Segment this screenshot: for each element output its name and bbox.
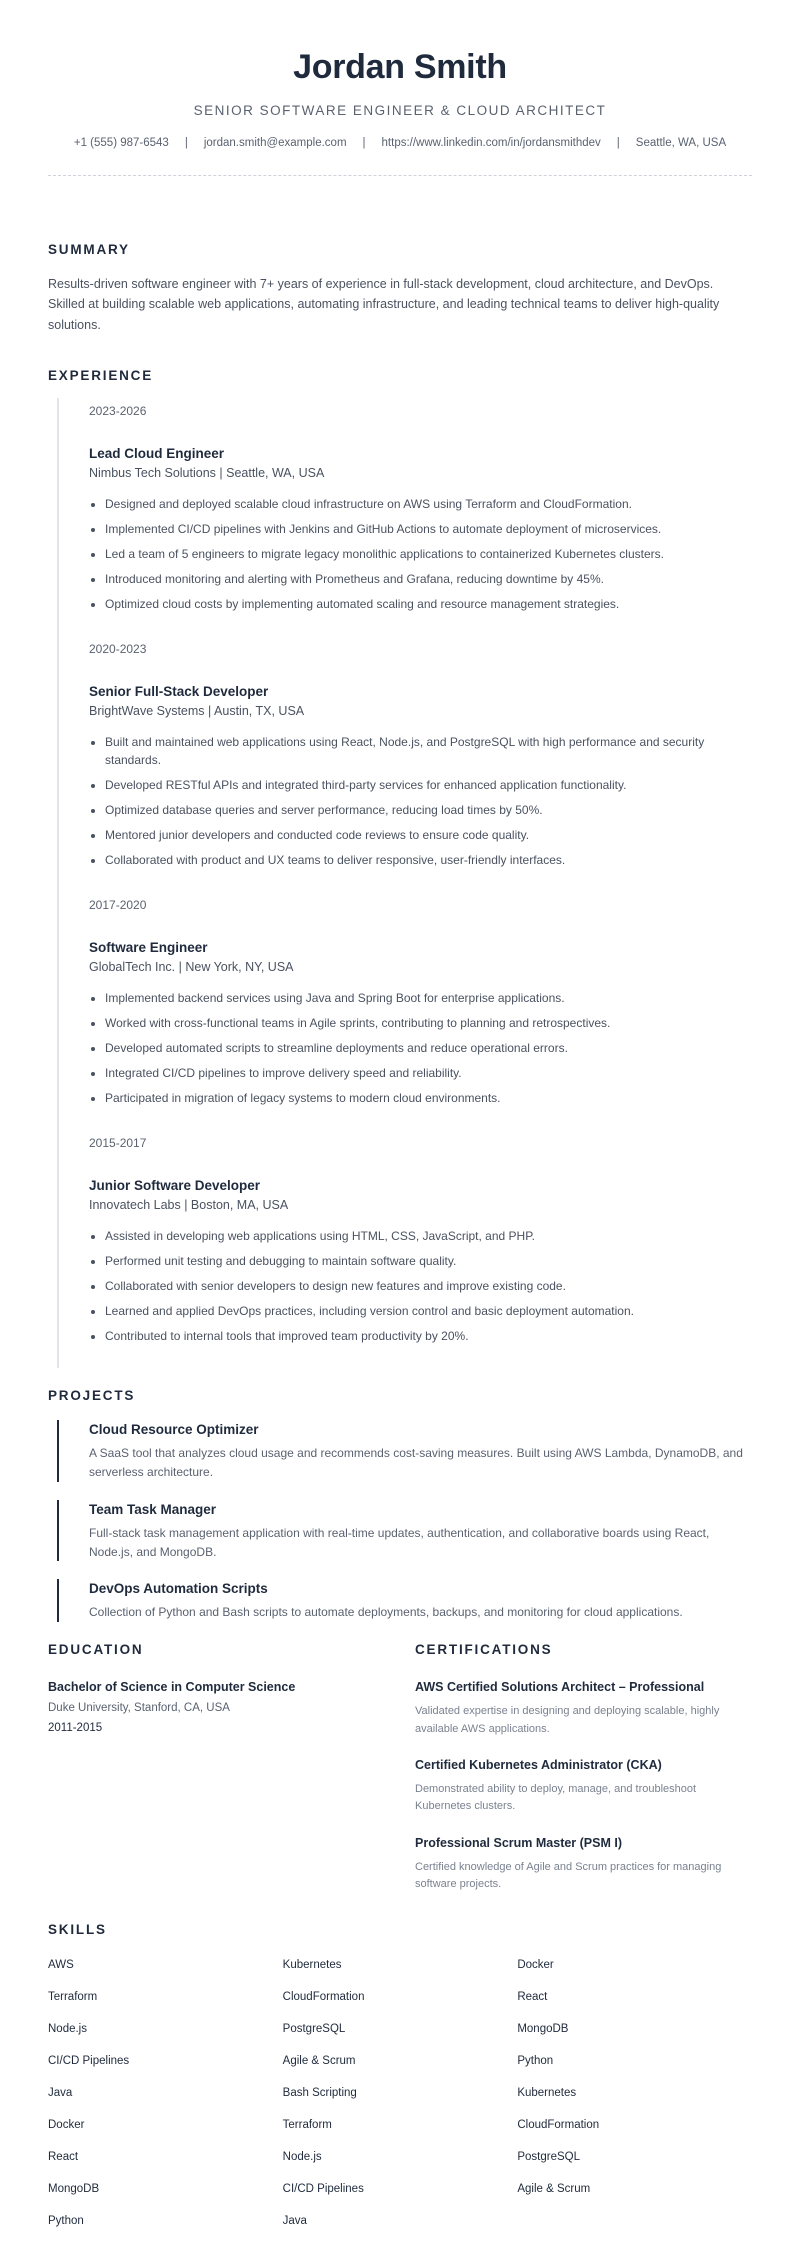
skills-section	[48, 1920, 752, 2230]
contact-separator: |	[362, 137, 366, 150]
job-bullet: • Optimized cloud costs by implementing automated scaling and resource management strategies.	[105, 595, 752, 613]
certification-name: Certified Kubernetes Administrator (CKA)	[415, 1758, 662, 1773]
job-entry	[57, 1130, 752, 1368]
job-bullets	[89, 989, 752, 1107]
project-description: A SaaS tool that analyzes cloud usage and recommends cost-saving measures. Built using AWS Lambda, DynamoDB, and serverless architecture.	[89, 1446, 743, 1480]
job-company: Innovatech Labs | Boston, MA, USA	[89, 1198, 289, 1213]
skill-item: CI/CD Pipelines	[282, 2183, 364, 2196]
candidate-title: SENIOR SOFTWARE ENGINEER & CLOUD ARCHITECT	[193, 103, 607, 119]
job-entry	[57, 636, 752, 892]
skill-item: Bash Scripting	[282, 2087, 357, 2100]
job-bullet: • Participated in migration of legacy systems to modern cloud environments.	[105, 1089, 752, 1107]
project-name: Cloud Resource Optimizer	[89, 1422, 259, 1438]
project-entry	[57, 1500, 752, 1561]
project-entry	[57, 1579, 752, 1622]
resume-header	[48, 48, 752, 176]
job-bullet: • Assisted in developing web applications using HTML, CSS, JavaScript, and PHP.	[105, 1227, 752, 1245]
skills-grid	[48, 1956, 752, 2230]
job-bullet: • Implemented CI/CD pipelines with Jenkins and GitHub Actions to automate deployment of microservices.	[105, 520, 752, 538]
skill-item: Java	[282, 2215, 307, 2228]
job-role: Senior Full-Stack Developer	[89, 683, 269, 699]
contact-linkedin[interactable]: https://www.linkedin.com/in/jordansmithdev	[381, 137, 601, 150]
skill-item: Agile & Scrum	[517, 2183, 591, 2196]
certification-description: Certified knowledge of Agile and Scrum practices for managing software projects.	[415, 1860, 722, 1891]
project-description: Full-stack task management application with real-time updates, authentication, and collaborative boards using React, Node.js, and MongoDB.	[89, 1525, 710, 1559]
job-dates: 2020-2023	[89, 641, 147, 656]
job-bullet: • Collaborated with product and UX teams to deliver responsive, user-friendly interfaces.	[105, 851, 752, 869]
contact-line	[48, 135, 752, 152]
certification-name: AWS Certified Solutions Architect – Professional	[415, 1680, 705, 1695]
job-company: Nimbus Tech Solutions | Seattle, WA, USA	[89, 466, 325, 481]
skill-item: Terraform	[48, 1991, 98, 2004]
summary-section	[48, 240, 752, 336]
experience-section	[48, 366, 752, 1368]
skill-item: CloudFormation	[282, 1991, 365, 2004]
education-certifications-row	[48, 1640, 752, 1894]
project-description: Collection of Python and Bash scripts to automate deployments, backups, and monitoring for cloud applications.	[89, 1605, 683, 1620]
skill-item: React	[48, 2151, 79, 2164]
header-divider	[48, 175, 752, 176]
contact-separator: |	[616, 137, 620, 150]
skill-item: PostgreSQL	[517, 2151, 580, 2164]
skill-item: CI/CD Pipelines	[48, 2055, 130, 2068]
education-school: Duke University, Stanford, CA, USA	[48, 1701, 230, 1714]
project-entry	[57, 1420, 752, 1481]
skill-item: AWS	[48, 1959, 74, 1972]
education-section	[48, 1640, 385, 1894]
job-dates: 2023-2026	[89, 403, 147, 418]
job-bullet: • Contributed to internal tools that improved team productivity by 20%.	[105, 1327, 752, 1345]
job-bullet: • Implemented backend services using Java and Spring Boot for enterprise applications.	[105, 989, 752, 1007]
contact-location: Seattle, WA, USA	[635, 137, 727, 150]
job-bullet: • Performed unit testing and debugging to maintain software quality.	[105, 1252, 752, 1270]
skills-heading: SKILLS	[48, 1922, 107, 1937]
skill-item: PostgreSQL	[282, 2023, 346, 2036]
skill-item: MongoDB	[48, 2183, 100, 2196]
job-bullet: • Integrated CI/CD pipelines to improve delivery speed and reliability.	[105, 1064, 752, 1082]
job-bullets	[89, 733, 752, 869]
job-bullet: • Worked with cross-functional teams in Agile sprints, contributing to planning and retrospectives.	[105, 1014, 752, 1032]
certifications-heading: CERTIFICATIONS	[415, 1641, 553, 1657]
skill-item: Kubernetes	[517, 2087, 577, 2100]
certification-entry	[415, 1834, 752, 1894]
job-bullet: • Optimized database queries and server performance, reducing load times by 50%.	[105, 801, 752, 819]
skill-item: Python	[517, 2055, 554, 2068]
experience-timeline	[48, 398, 752, 1368]
certification-entry	[415, 1678, 752, 1738]
experience-heading: EXPERIENCE	[48, 367, 154, 383]
skill-item: Docker	[48, 2119, 85, 2132]
education-heading: EDUCATION	[48, 1641, 144, 1657]
job-company: BrightWave Systems | Austin, TX, USA	[89, 704, 305, 719]
job-bullet: • Developed RESTful APIs and integrated third-party services for enhanced application functionality.	[105, 776, 752, 794]
job-bullets	[89, 495, 752, 613]
projects-section	[48, 1386, 752, 1622]
project-list	[48, 1420, 752, 1622]
job-entry	[57, 398, 752, 636]
contact-email[interactable]: jordan.smith@example.com	[203, 137, 347, 150]
skill-item: React	[517, 1991, 548, 2004]
job-bullet: • Mentored junior developers and conducted code reviews to ensure code quality.	[105, 826, 752, 844]
project-name: Team Task Manager	[89, 1501, 217, 1517]
job-bullet: • Developed automated scripts to streamline deployments and reduce operational errors.	[105, 1039, 752, 1057]
job-company: GlobalTech Inc. | New York, NY, USA	[89, 960, 294, 975]
certification-description: Validated expertise in designing and deploying scalable, highly available AWS applications.	[415, 1704, 720, 1735]
skill-item: Kubernetes	[282, 1959, 342, 1972]
job-role: Lead Cloud Engineer	[89, 445, 225, 461]
skill-item: CloudFormation	[517, 2119, 600, 2132]
job-dates: 2017-2020	[89, 897, 147, 912]
certification-name: Professional Scrum Master (PSM I)	[415, 1836, 623, 1851]
job-bullet: • Introduced monitoring and alerting with Prometheus and Grafana, reducing downtime by 45%.	[105, 570, 752, 588]
summary-text: Results-driven software engineer with 7+ years of experience in full-stack development, cloud architecture, and DevOps. Skilled at building scalable web applications, automating infrastructure, and leading technical teams to deliver high-quality solutions.	[48, 276, 720, 333]
job-bullet: • Collaborated with senior developers to design new features and improve existing code.	[105, 1277, 752, 1295]
contact-separator: |	[184, 137, 188, 150]
project-name: DevOps Automation Scripts	[89, 1581, 268, 1597]
skill-item: MongoDB	[517, 2023, 569, 2036]
job-bullet: • Designed and deployed scalable cloud infrastructure on AWS using Terraform and CloudFormation.	[105, 495, 752, 513]
candidate-name: Jordan Smith	[293, 48, 507, 86]
contact-phone[interactable]: +1 (555) 987-6543	[73, 137, 169, 150]
skill-item: Docker	[517, 1959, 554, 1972]
skill-item: Node.js	[48, 2023, 87, 2036]
certifications-section	[415, 1640, 752, 1894]
skill-item: Agile & Scrum	[282, 2055, 356, 2068]
skill-item: Node.js	[282, 2151, 322, 2164]
certification-entry	[415, 1756, 752, 1816]
job-role: Software Engineer	[89, 939, 208, 955]
job-role: Junior Software Developer	[89, 1177, 261, 1193]
education-degree: Bachelor of Science in Computer Science	[48, 1680, 296, 1695]
job-entry	[57, 892, 752, 1130]
skill-item: Terraform	[282, 2119, 332, 2132]
skill-item: Java	[48, 2087, 73, 2100]
job-dates: 2015-2017	[89, 1135, 147, 1150]
education-years: 2011-2015	[48, 1722, 103, 1735]
job-bullet: • Learned and applied DevOps practices, including version control and basic deployment automation.	[105, 1302, 752, 1320]
job-bullet: • Built and maintained web applications using React, Node.js, and PostgreSQL with high performance and security standards.	[105, 733, 752, 769]
projects-heading: PROJECTS	[48, 1387, 136, 1403]
job-bullets	[89, 1227, 752, 1345]
skill-item: Python	[48, 2215, 84, 2228]
job-bullet: • Led a team of 5 engineers to migrate legacy monolithic applications to containerized Kubernetes clusters.	[105, 545, 752, 563]
certification-description: Demonstrated ability to deploy, manage, and troubleshoot Kubernetes clusters.	[415, 1782, 697, 1813]
summary-heading: SUMMARY	[48, 241, 130, 257]
